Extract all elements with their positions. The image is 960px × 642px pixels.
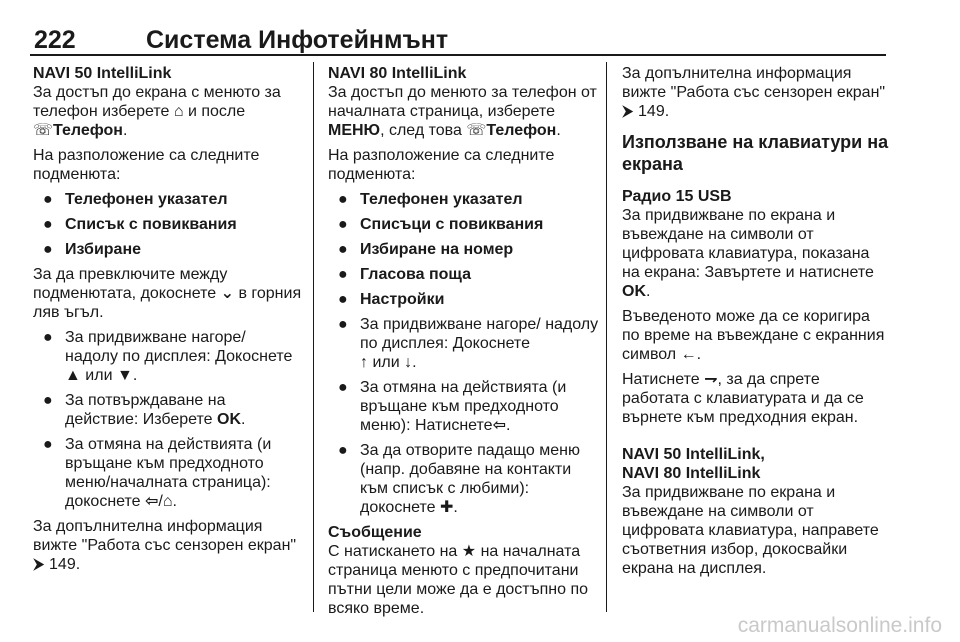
bullet-icon: ● xyxy=(338,216,348,233)
paragraph: За да превключите между подменютата, докоснете ⌄ в горния ляв ъгъл. xyxy=(33,266,302,321)
list-item: ● Списъци с повиквания xyxy=(338,216,544,233)
phone-icon: ☏ xyxy=(466,122,487,139)
bullet-icon: ● xyxy=(43,436,53,453)
bullet-icon: ● xyxy=(43,216,53,233)
section-heading-navi50: NAVI 50 IntelliLink xyxy=(33,65,172,82)
paragraph: За достъп до екрана с менюто за телефон изберете ⌂ и после ☏Телефон. xyxy=(33,84,281,139)
list-item: ● Списък с повиквания xyxy=(43,216,237,233)
list-item: ● Телефонен указател xyxy=(43,191,228,208)
chevron-down-icon: ⌄ xyxy=(220,285,234,302)
bullet-icon: ● xyxy=(43,392,53,409)
plus-icon: ✚ xyxy=(440,499,454,516)
list-item: ● Настройки xyxy=(338,291,445,308)
star-icon: ★ xyxy=(461,543,477,560)
column-divider xyxy=(606,62,607,612)
bullet-icon: ● xyxy=(43,329,53,346)
list-item: ● Избиране xyxy=(43,241,142,258)
paragraph: Натиснете ⇁, за да спрете работата с клавиатурата и да се върнете към предходния екран. xyxy=(622,371,864,426)
note-heading: Съобщение xyxy=(328,524,422,541)
arrow-down-icon: ↓ xyxy=(404,354,413,371)
column-divider xyxy=(313,62,314,612)
list-item: ● За придвижване нагоре/ надолу по дисплея: Докоснете ↑ или ↓. xyxy=(338,316,599,371)
left-arrow-icon: ← xyxy=(680,346,697,363)
reference-icon: ⮞ xyxy=(622,103,634,120)
paragraph: За допълнителна информация вижте "Работа със сензорен екран" ⮞ 149. xyxy=(33,518,297,573)
list-item: ● Телефонен указател xyxy=(338,191,523,208)
list-item: ● Гласова поща xyxy=(338,266,472,283)
subheading-radio: Радио 15 USB xyxy=(622,188,732,205)
bullet-icon: ● xyxy=(43,191,53,208)
submenu-list xyxy=(328,190,600,517)
bullet-icon: ● xyxy=(43,241,53,258)
paragraph: За придвижване по екрана и въвеждане на символи от цифровата клавиатура, показана на екрана: Завъртете и натиснете OK. xyxy=(622,207,874,300)
bullet-icon: ● xyxy=(338,241,348,258)
phone-icon: ☏ xyxy=(33,122,54,139)
back-arrow-icon: ⇦ xyxy=(145,493,159,510)
instruction-list xyxy=(33,328,303,511)
list-item: ● За отмяна на действията (и връщане към предходното меню/началната страница): докоснете ⇦/⌂. xyxy=(43,436,272,510)
down-triangle-icon: ▼ xyxy=(116,367,133,384)
list-item: ● За отмяна на действията (и връщане към предходното меню): Натиснете⇦. xyxy=(338,379,567,434)
column-keyboards xyxy=(622,64,890,584)
back-arrow-icon: ⇦ xyxy=(492,417,506,434)
home-icon: ⌂ xyxy=(173,103,184,120)
home-icon: ⌂ xyxy=(162,493,173,510)
list-item: ● За да отворите падащо меню (напр. добавяне на контакти към списък с любими): докоснете ✚. xyxy=(338,442,580,516)
return-icon: ⇁ xyxy=(704,371,718,388)
bullet-icon: ● xyxy=(338,191,348,208)
bullet-icon: ● xyxy=(338,266,348,283)
column-navi50 xyxy=(33,64,303,580)
bullet-icon: ● xyxy=(338,291,348,308)
page-title: Система Инфотейнмънт xyxy=(146,26,449,54)
paragraph: За допълнителна информация вижте "Работа със сензорен екран" ⮞ 149. xyxy=(622,65,886,120)
paragraph: За придвижване по екрана и въвеждане на символи от цифровата клавиатура, направете съответния избор, докосвайки екрана на дисплея. xyxy=(622,484,879,577)
paragraph: Въведеното може да се коригира по време на въвеждане с екранния символ ←. xyxy=(622,308,885,363)
bullet-icon: ● xyxy=(338,316,348,333)
header-rule xyxy=(30,54,886,56)
page-number: 222 xyxy=(34,26,76,54)
paragraph: На разположение са следните подменюта: xyxy=(328,147,555,183)
watermark: carmanualsonline.info xyxy=(737,614,942,637)
reference-icon: ⮞ xyxy=(33,556,45,573)
bullet-icon: ● xyxy=(338,379,348,396)
list-item: ● Избиране на номер xyxy=(338,241,514,258)
arrow-up-icon: ↑ xyxy=(360,354,368,371)
column-navi80 xyxy=(328,64,600,624)
section-title: Използване на клавиатури на екрана xyxy=(622,132,889,174)
up-triangle-icon: ▲ xyxy=(65,367,81,384)
note-text: С натискането на ★ на началната страница менюто с предпочитани пътни цели може да е достъпно по всяко време. xyxy=(328,543,589,617)
bullet-icon: ● xyxy=(338,442,348,459)
paragraph: На разположение са следните подменюта: xyxy=(33,147,260,183)
list-item: ● За потвърждаване на действие: Изберете OK. xyxy=(43,392,246,428)
list-item: ● За придвижване нагоре/ надолу по дисплея: Докоснете ▲ или ▼. xyxy=(43,329,293,384)
page-header xyxy=(30,24,886,56)
subheading-navi: NAVI 50 IntelliLink, NAVI 80 IntelliLink xyxy=(622,446,765,482)
section-heading-navi80: NAVI 80 IntelliLink xyxy=(328,65,467,82)
paragraph: За достъп до менюто за телефон от началната страница, изберете МЕНЮ, след това ☏Телефон. xyxy=(328,84,597,139)
submenu-list xyxy=(33,190,303,259)
